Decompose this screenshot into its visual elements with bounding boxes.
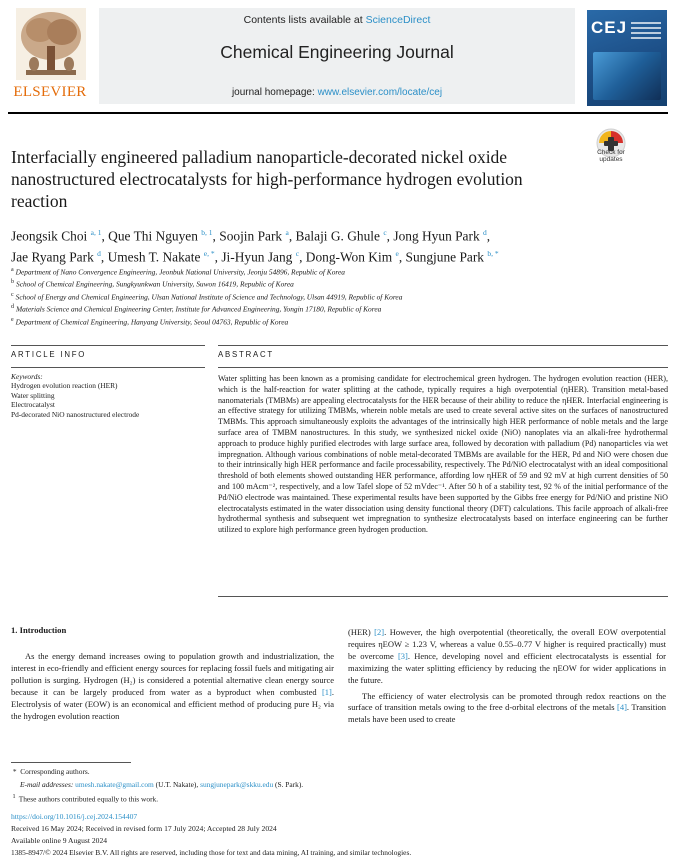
reference-link[interactable]: [2]	[374, 627, 385, 637]
keywords-label: Keywords:	[11, 372, 43, 381]
received-dates: Received 16 May 2024; Received in revised form 17 July 2024; Accepted 28 July 2024	[11, 824, 277, 833]
author-name[interactable]: Que Thi Nguyen	[108, 228, 198, 244]
info-bottom-rule	[11, 367, 205, 368]
homepage-prefix: journal homepage:	[231, 87, 318, 98]
author-name[interactable]: Soojin Park	[219, 228, 283, 244]
author-name[interactable]: Jong Hyun Park	[393, 228, 480, 244]
article-info-heading: ARTICLE INFO	[11, 350, 87, 359]
elsevier-logo	[8, 8, 92, 100]
intro-left-column	[11, 651, 334, 722]
affiliation-letter: b	[11, 279, 14, 286]
author-list: Jeongsik Choi $^{a, 1}$, Que Thi Nguyen $^{b, 1}$, Soojin Park $^a$, Balaji G. Ghule $^c$, Jong Hyun Park $^d$, Jae Ryang Park $^d$, Umesh T. Nakate $^{e, *}$, Ji-Hyun Jang $^c$, Dong-Won Kim $^e$, Sungjune Park $^{b, *}$	[11, 228, 499, 265]
contents-prefix: Contents lists available at	[243, 14, 366, 26]
journal-homepage-link[interactable]: www.elsevier.com/locate/cej	[317, 87, 443, 98]
keyword-item: Water splitting	[11, 390, 55, 400]
cover-artwork	[593, 52, 661, 100]
keyword-item: Electrocatalyst	[11, 400, 55, 409]
homepage-line	[99, 87, 575, 98]
affiliation-list	[11, 265, 631, 327]
equal-contribution-text: These authors contributed equally to this work.	[18, 794, 159, 804]
crossmark-label[interactable]: Check for updates	[597, 149, 625, 163]
keywords-block	[11, 372, 139, 419]
intro-text: As the energy demand increases owing to population growth and industrialization, the interest in eco-friendly and efficient energy sources for replacing fossil fuels and mitigating air pollution is surging. Hydrogen (H₂) is considered a potential alternative clean energy source because it can be largely produced from water as a byproduct when combusted	[11, 651, 334, 697]
author-affiliation-marker[interactable]: e	[395, 248, 399, 258]
contents-line	[99, 14, 575, 26]
introduction-heading: 1. Introduction	[11, 625, 67, 635]
affiliation-item	[11, 315, 631, 327]
intro-text: . Hence, developing novel and efficient electrocatalysts is essential for maximizing the water splitting efficiency by reducing the ηEOW for wider applications in the future.	[348, 650, 666, 685]
sciencedirect-link[interactable]: ScienceDirect	[365, 14, 431, 26]
reference-link[interactable]: [4]	[617, 702, 627, 713]
abstract-heading: ABSTRACT	[218, 350, 274, 359]
email-owner: (U.T. Nakate),	[153, 780, 201, 789]
author-affiliation-marker[interactable]: d	[97, 248, 101, 258]
footnote-divider	[11, 762, 131, 763]
author-name[interactable]: Dong-Won Kim	[305, 249, 393, 265]
corresponding-text: Corresponding authors.	[20, 767, 90, 776]
reference-link[interactable]: [1]	[321, 686, 332, 697]
author-name[interactable]: Sungjune Park	[405, 249, 484, 265]
author-name[interactable]: Jae Ryang Park	[11, 249, 94, 265]
intro-paragraph	[348, 627, 666, 687]
author-affiliation-marker[interactable]: a	[285, 228, 289, 237]
author-affiliation-marker[interactable]: c	[383, 228, 387, 237]
author-affiliation-marker[interactable]: c	[295, 248, 300, 258]
affiliation-letter: e	[11, 316, 14, 323]
info-top-rule	[11, 345, 205, 346]
abstract-bottom-rule	[218, 596, 668, 597]
affiliation-text: School of Chemical Engineering, Sungkyunkwan University, Suwon 16419, Republic of Korea	[16, 279, 294, 289]
author-name[interactable]: Balaji G. Ghule	[295, 228, 380, 244]
corresponding-footnote	[11, 766, 90, 777]
affiliation-text: Materials Science and Chemical Engineering Center, Institute for Advanced Engineering, Yongin 17180, Republic of Korea	[16, 304, 382, 314]
intro-text: . Transition metals have been used to create	[348, 702, 666, 725]
cover-decoration	[631, 22, 661, 42]
intro-text: . Electrolysis of water (EOW) is an economical and efficient method of producing pure H₂ via the hydrogen evolution reaction	[11, 686, 334, 721]
affiliation-letter: c	[11, 291, 14, 298]
abstract-top-rule	[218, 345, 668, 346]
journal-cover-image[interactable]	[587, 10, 667, 106]
affiliation-letter: a	[11, 267, 14, 273]
email-owner: (S. Park).	[273, 780, 304, 789]
affiliation-text: Department of Nano Convergence Engineering, Jeonbuk National University, Jeonju 54896, Republic of Korea	[15, 267, 345, 277]
email-link[interactable]: umesh.nakate@gmail.com	[75, 780, 154, 789]
copyright-notice: 1385-8947/© 2024 Elsevier B.V. All rights are reserved, including those for text and data mining, AI training, and similar technologies.	[11, 848, 412, 857]
author-name[interactable]: Jeongsik Choi	[11, 228, 88, 244]
affiliation-item	[11, 290, 631, 302]
intro-text: . However, the high overpotential (theoretically, the overall EOW overpotential requires ηEOW ≥ 1.23 V, whereas a value 0.55–0.77 V higher is required practically) must be overcome	[348, 627, 666, 661]
intro-text: (HER)	[348, 627, 375, 637]
abstract-heading-rule	[218, 367, 668, 368]
cover-title: CEJ	[591, 18, 628, 37]
affiliation-item	[11, 277, 631, 289]
affiliation-text: School of Energy and Chemical Engineering, Ulsan National Institute of Science and Technology, Ulsan 44919, Republic of Korea	[15, 292, 403, 302]
publisher-logo-text: ELSEVIER	[13, 84, 87, 100]
equal-contribution-footnote	[11, 792, 158, 804]
keyword-item: Hydrogen evolution reaction (HER)	[11, 381, 118, 390]
email-link[interactable]: sungjunepark@skku.edu	[200, 780, 274, 789]
header-divider	[8, 112, 668, 114]
author-name[interactable]: Umesh T. Nakate	[107, 249, 201, 265]
author-affiliation-marker[interactable]: a, 1	[90, 228, 102, 237]
author-affiliation-marker[interactable]: b, 1	[201, 228, 213, 237]
doi-link[interactable]: https://doi.org/10.1016/j.cej.2024.154407	[11, 812, 138, 821]
journal-name[interactable]: Chemical Engineering Journal	[220, 42, 454, 62]
elsevier-tree-icon	[16, 8, 86, 80]
email-label: E-mail addresses:	[20, 780, 74, 789]
intro-paragraph	[348, 691, 666, 727]
paper-title: Interfacially engineered palladium nanoparticle-decorated nickel oxide nanostructured electrocatalysts for high-performance hydrogen evolution reaction	[11, 147, 523, 211]
intro-text: The efficiency of water electrolysis can be promoted through redox reactions on the surface of transition metals owing to the free d-orbital electrons of the metals	[348, 690, 666, 713]
author-name[interactable]: Ji-Hyun Jang	[221, 249, 293, 265]
abstract-body: Water splitting has been known as a promising candidate for electrochemical green hydrogen. The hydrogen evolution reaction (HER), which is the half-reaction for water splitting at the cathode, typically requires a high overpotential (ηHER). Transition metal-based nanomaterials (TMBMs) are appealing electrocatalysts for the HER because of their ability to reduce the ηHER. Interfacial engineering is an effective strategy for utilizing TMBMs, wherein noble metals are used to create several active sites on the surfaces of nanostructured TMBMs. This approach simultaneously exploits the advantages of the intrinsically high HER performance of noble metals and the large surface area of TMBM nanostructures. In this study, we synthesized nickel oxide (NiO) nanoplates via an alkali-free hydrothermal approach to produce highly purified electrodes with large surface area, followed by decoration with palladium (Pd) nanoparticles via wet impregnation. Although various combinations of noble metal-decorated TMBMs are available for the HER, Pd and NiO were chosen due to their intrinsically high HER performance and facile processability, respectively. The Pd/NiO electrocatalyst with an ideal compositional threshold of both elements showed outstanding HER performance, affording low ηHER of 59 and 92 mV at high current densities of 50 and 100 mAcm⁻², respectively, and a low Tafel slope of 52 mVdec⁻¹. After 50 h of a stability test, 92 % of the initial performance of the Pd/NiO electrode was maintained. These experimental results have been supported by the Gibbs free energy for Pd/NiO and pristine NiO electrocatalysts estimated in the water dissociation using density functional theory (DFT) calculations. This facile approach of alkali-free hydrothermal synthesis and subsequent wet impregnation to synthesize electrocatalysts based on interface engineering can be further utilized to explore high performance green hydrogen production.	[218, 374, 668, 535]
author-affiliation-marker[interactable]: d	[483, 228, 487, 237]
keyword-item: Pd-decorated NiO nanostructured electrode	[11, 409, 140, 419]
available-online-date: Available online 9 August 2024	[11, 836, 108, 845]
affiliation-item	[11, 265, 631, 277]
reference-link[interactable]: [3]	[397, 650, 408, 661]
footnote-marker: 1	[11, 794, 19, 800]
email-footnote	[20, 779, 303, 790]
affiliation-letter: d	[11, 304, 14, 311]
affiliation-item	[11, 302, 631, 314]
intro-right-column	[348, 627, 666, 726]
asterisk-marker: *	[11, 767, 21, 776]
author-affiliation-marker[interactable]: e, *	[203, 248, 215, 258]
intro-paragraph	[11, 651, 334, 722]
affiliation-text: Department of Chemical Engineering, Hanyang University, Seoul 04763, Republic of Korea	[15, 317, 289, 327]
author-affiliation-marker[interactable]: b, *	[487, 248, 499, 258]
